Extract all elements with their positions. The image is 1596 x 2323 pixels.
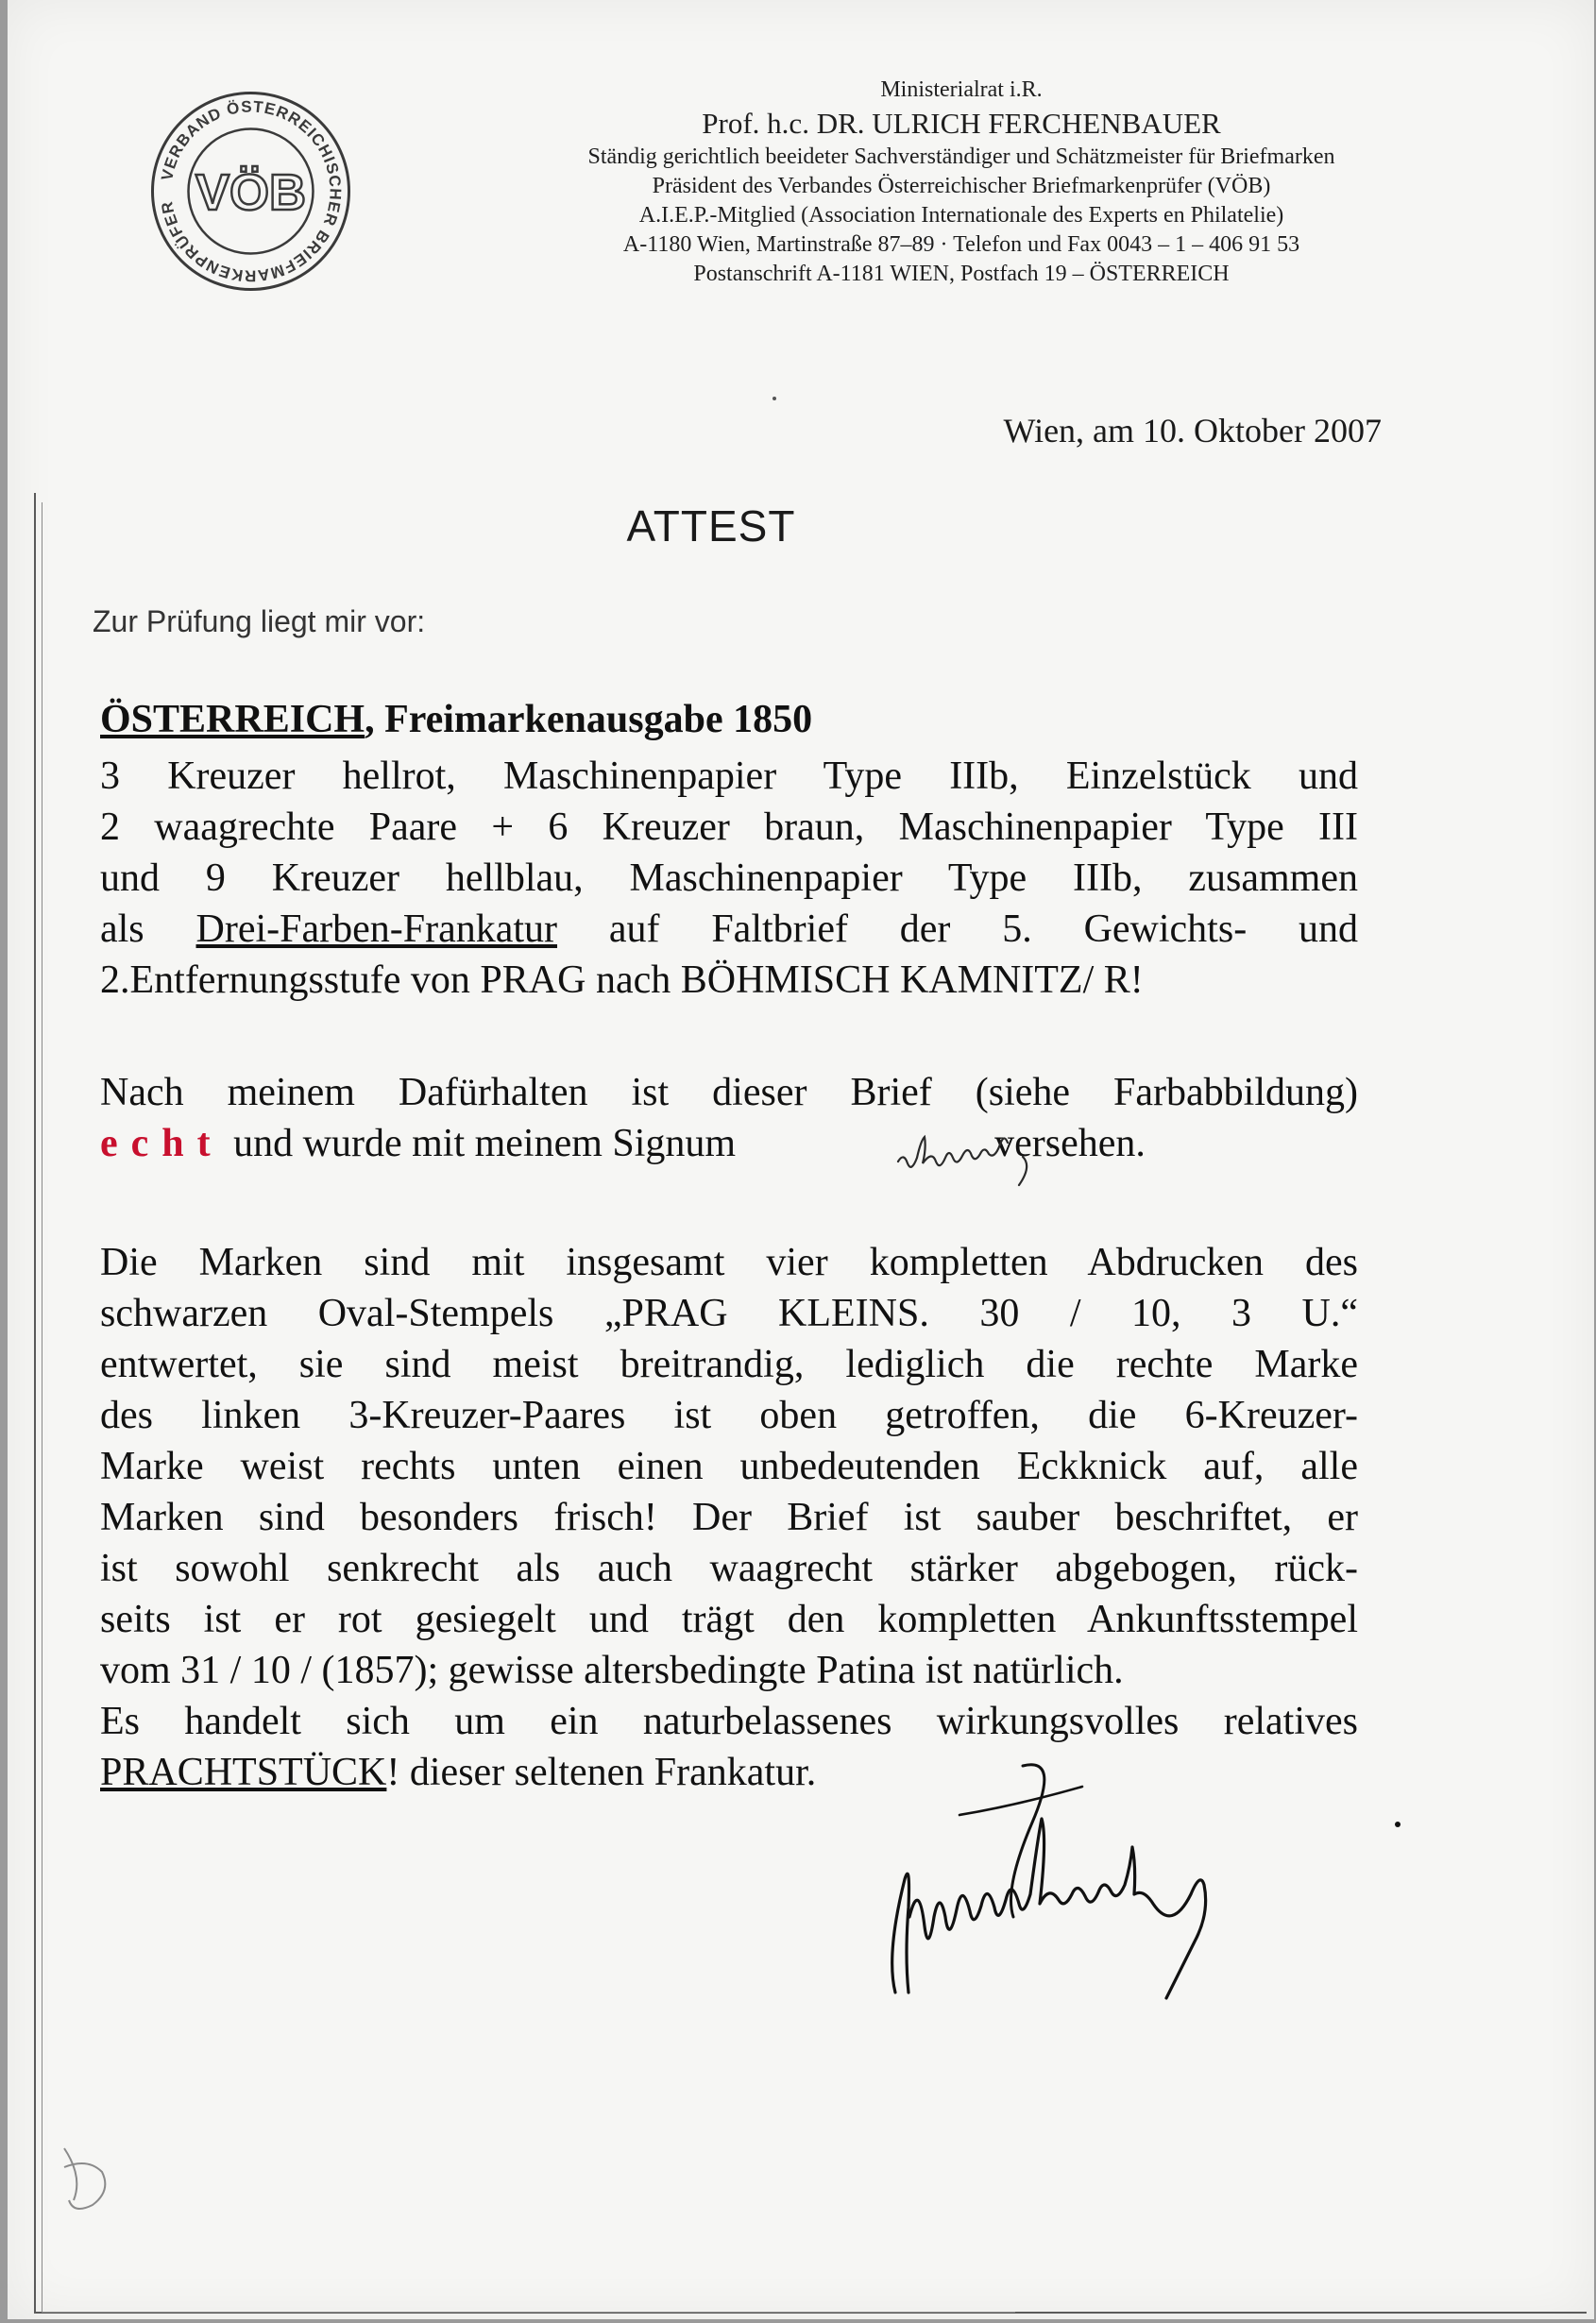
seal-monogram: VÖB [195,164,307,221]
condition-paragraph [100,1237,1358,1798]
text-line: Die Marken sind mit insgesamt vier kompletten Abdrucken des [100,1241,1358,1284]
margin-pencil-mark-icon [45,2129,130,2214]
document-title: ATTEST [626,501,796,551]
voeb-seal-icon [149,90,352,293]
verdict-echt: echt [100,1122,224,1165]
header-line: Postanschrift A-1181 WIEN, Postfach 19 – ÖSTERREICH [693,262,1230,286]
text-line: des linken 3-Kreuzer-Paares ist oben getroffen, die 6-Kreuzer- [100,1394,1358,1437]
letterhead [366,76,1556,289]
text-line: entwertet, sie sind meist breitrandig, lediglich die rechte Marke [100,1343,1358,1386]
text-line: Nach meinem Dafürhalten ist dieser Brief (siehe Farbabbildung) [100,1071,1358,1114]
document-date: Wien, am 10. Oktober 2007 [1003,412,1382,449]
header-line: Präsident des Verbandes Österreichischer Briefmarkenprüfer (VÖB) [652,174,1271,198]
text-fragment: versehen. [994,1122,1146,1165]
text-line: und 9 Kreuzer hellblau, Maschinenpapier Type IIIb, zusammen [100,856,1358,900]
attest-document [8,0,1594,2319]
header-line: Ständig gerichtlich beeideter Sachverständiger und Schätzmeister für Briefmarken [587,144,1335,169]
text-line: Es handelt sich um ein naturbelassenes wirkungsvolles relatives [100,1700,1358,1743]
text-fragment: auf Faltbrief der 5. Gewichts- und [608,907,1359,951]
seal-ring-text: VERBAND ÖSTERREICHISCHER BRIEFMARKENPRÜFER [158,97,345,285]
description-paragraph [100,751,1358,1006]
text-line: schwarzen Oval-Stempels „PRAG KLEINS. 30 / 10, 3 U.“ [100,1292,1358,1335]
heading-rest: , Freimarkenausgabe 1850 [365,698,813,741]
header-line: A.I.E.P.-Mitglied (Association Internationale des Experts en Philatelie) [638,203,1284,228]
signature-icon [857,1756,1424,2030]
heading-country: ÖSTERREICH [100,698,365,741]
text-line: Marken sind besonders frisch! Der Brief ist sauber beschriftet, er [100,1496,1358,1539]
underlined-term: PRACHTSTÜCK [100,1751,387,1794]
text-line: 3 Kreuzer hellrot, Maschinenpapier Type IIIb, Einzelstück und [100,755,1358,798]
item-heading [100,694,1358,745]
text-fragment: als [100,907,144,951]
header-name: Prof. h.c. DR. ULRICH FERCHENBAUER [702,107,1221,140]
text-fragment: und wurde mit meinem Signum [233,1122,737,1165]
fold-mark [773,397,776,400]
header-line: A-1180 Wien, Martinstraße 87–89 · Telefon und Fax 0043 – 1 – 406 91 53 [622,232,1300,257]
text-line: 2.Entfernungsstufe von PRAG nach BÖHMISCH KAMNITZ/ R! [100,958,1144,1002]
text-line: vom 31 / 10 / (1857); gewisse altersbedingte Patina ist natürlich. [100,1649,1124,1692]
text-fragment: ! dieser seltenen Frankatur. [386,1751,817,1794]
underlined-term: Drei-Farben-Frankatur [195,907,558,951]
text-line: seits ist er rot gesiegelt und trägt den kompletten Ankunftsstempel [100,1598,1358,1641]
intro-text: Zur Prüfung liegt mir vor: [93,604,426,638]
verdict-paragraph [100,1067,1358,1169]
text-line [100,1118,1358,1169]
initials-signum-icon [891,1119,1089,1195]
text-line: 2 waagrechte Paare + 6 Kreuzer braun, Maschinenpapier Type III [100,805,1358,849]
header-title: Ministerialrat i.R. [880,77,1043,102]
text-line [100,904,1358,955]
text-line: Marke weist rechts unten einen unbedeutenden Eckknick auf, alle [100,1445,1358,1488]
text-line: ist sowohl senkrecht als auch waagrecht stärker abgebogen, rück- [100,1547,1358,1590]
